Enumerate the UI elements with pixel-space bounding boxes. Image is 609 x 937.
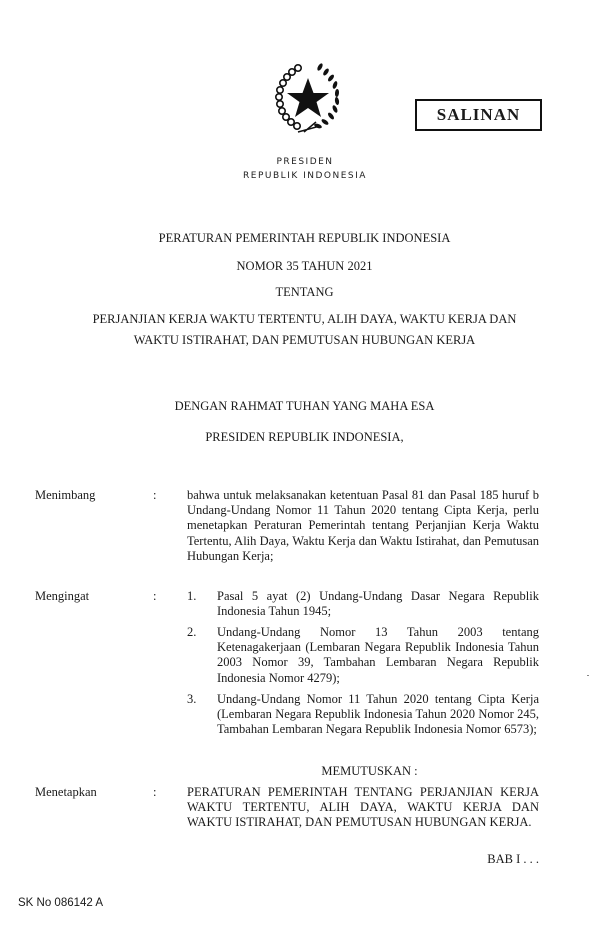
presiden-line: PRESIDEN REPUBLIK INDONESIA, [205, 430, 404, 444]
scan-speck [587, 675, 589, 676]
mengingat-item-number: 2. [187, 625, 197, 639]
rahmat-line: DENGAN RAHMAT TUHAN YANG MAHA ESA [174, 399, 435, 413]
mengingat-item-number: 3. [187, 692, 197, 706]
menimbang-label: Menimbang [35, 488, 96, 502]
presiden-label: PRESIDEN [276, 157, 334, 167]
mengingat-label: Mengingat [35, 589, 90, 603]
sk-number: SK No 086142 A [18, 897, 104, 909]
mengingat-colon: : [153, 589, 157, 603]
mengingat-item-number: 1. [187, 589, 197, 603]
tentang-heading: TENTANG [275, 285, 334, 299]
next-page-reference: BAB I . . . [487, 852, 539, 866]
menimbang-colon: : [153, 488, 157, 502]
menetapkan-colon: : [153, 785, 157, 799]
regulation-title-line-2: WAKTU ISTIRAHAT, DAN PEMUTUSAN HUBUNGAN KERJA [133, 333, 476, 347]
regulation-number: NOMOR 35 TAHUN 2021 [236, 259, 373, 273]
mengingat-item-text: Undang-Undang Nomor 11 Tahun 2020 tentang Cipta Kerja (Lembaran Negara Republik Indonesia Tahun 2020 Nomor 245, Tambahan Lembaran Negara Republik Indonesia Nomor 6573); [217, 692, 539, 737]
memutuskan-heading: MEMUTUSKAN : [321, 764, 418, 778]
salinan-stamp: SALINAN [415, 99, 542, 131]
regulation-title-line-1: PERJANJIAN KERJA WAKTU TERTENTU, ALIH DAYA, WAKTU KERJA DAN [92, 312, 517, 326]
mengingat-item-text: Undang-Undang Nomor 13 Tahun 2003 tentang Ketenagakerjaan (Lembaran Negara Republik Indonesia Tahun 2003 Nomor 39, Tambahan Lembaran Negara Republik Indonesia Nomor 4279); [217, 625, 539, 685]
menetapkan-text: PERATURAN PEMERINTAH TENTANG PERJANJIAN KERJA WAKTU TERTENTU, ALIH DAYA, WAKTU KERJA DAN WAKTU ISTIRAHAT, DAN PEMUTUSAN HUBUNGAN KERJA. [187, 785, 539, 830]
presidential-star-emblem-icon [268, 60, 350, 140]
regulation-type: PERATURAN PEMERINTAH REPUBLIK INDONESIA [158, 231, 451, 245]
republik-indonesia-label: REPUBLIK INDONESIA [243, 171, 367, 181]
menimbang-text: bahwa untuk melaksanakan ketentuan Pasal 81 dan Pasal 185 huruf b Undang-Undang Nomor 11 Tahun 2020 tentang Cipta Kerja, perlu menetapkan Peraturan Pemerintah tentang Perjanjian Kerja Waktu Tertentu, Alih Daya, Waktu Kerja dan Waktu Istirahat, dan Pemutusan Hubungan Kerja; [187, 488, 539, 563]
mengingat-item-text: Pasal 5 ayat (2) Undang-Undang Dasar Negara Republik Indonesia Tahun 1945; [217, 589, 539, 619]
menetapkan-label: Menetapkan [35, 785, 97, 799]
